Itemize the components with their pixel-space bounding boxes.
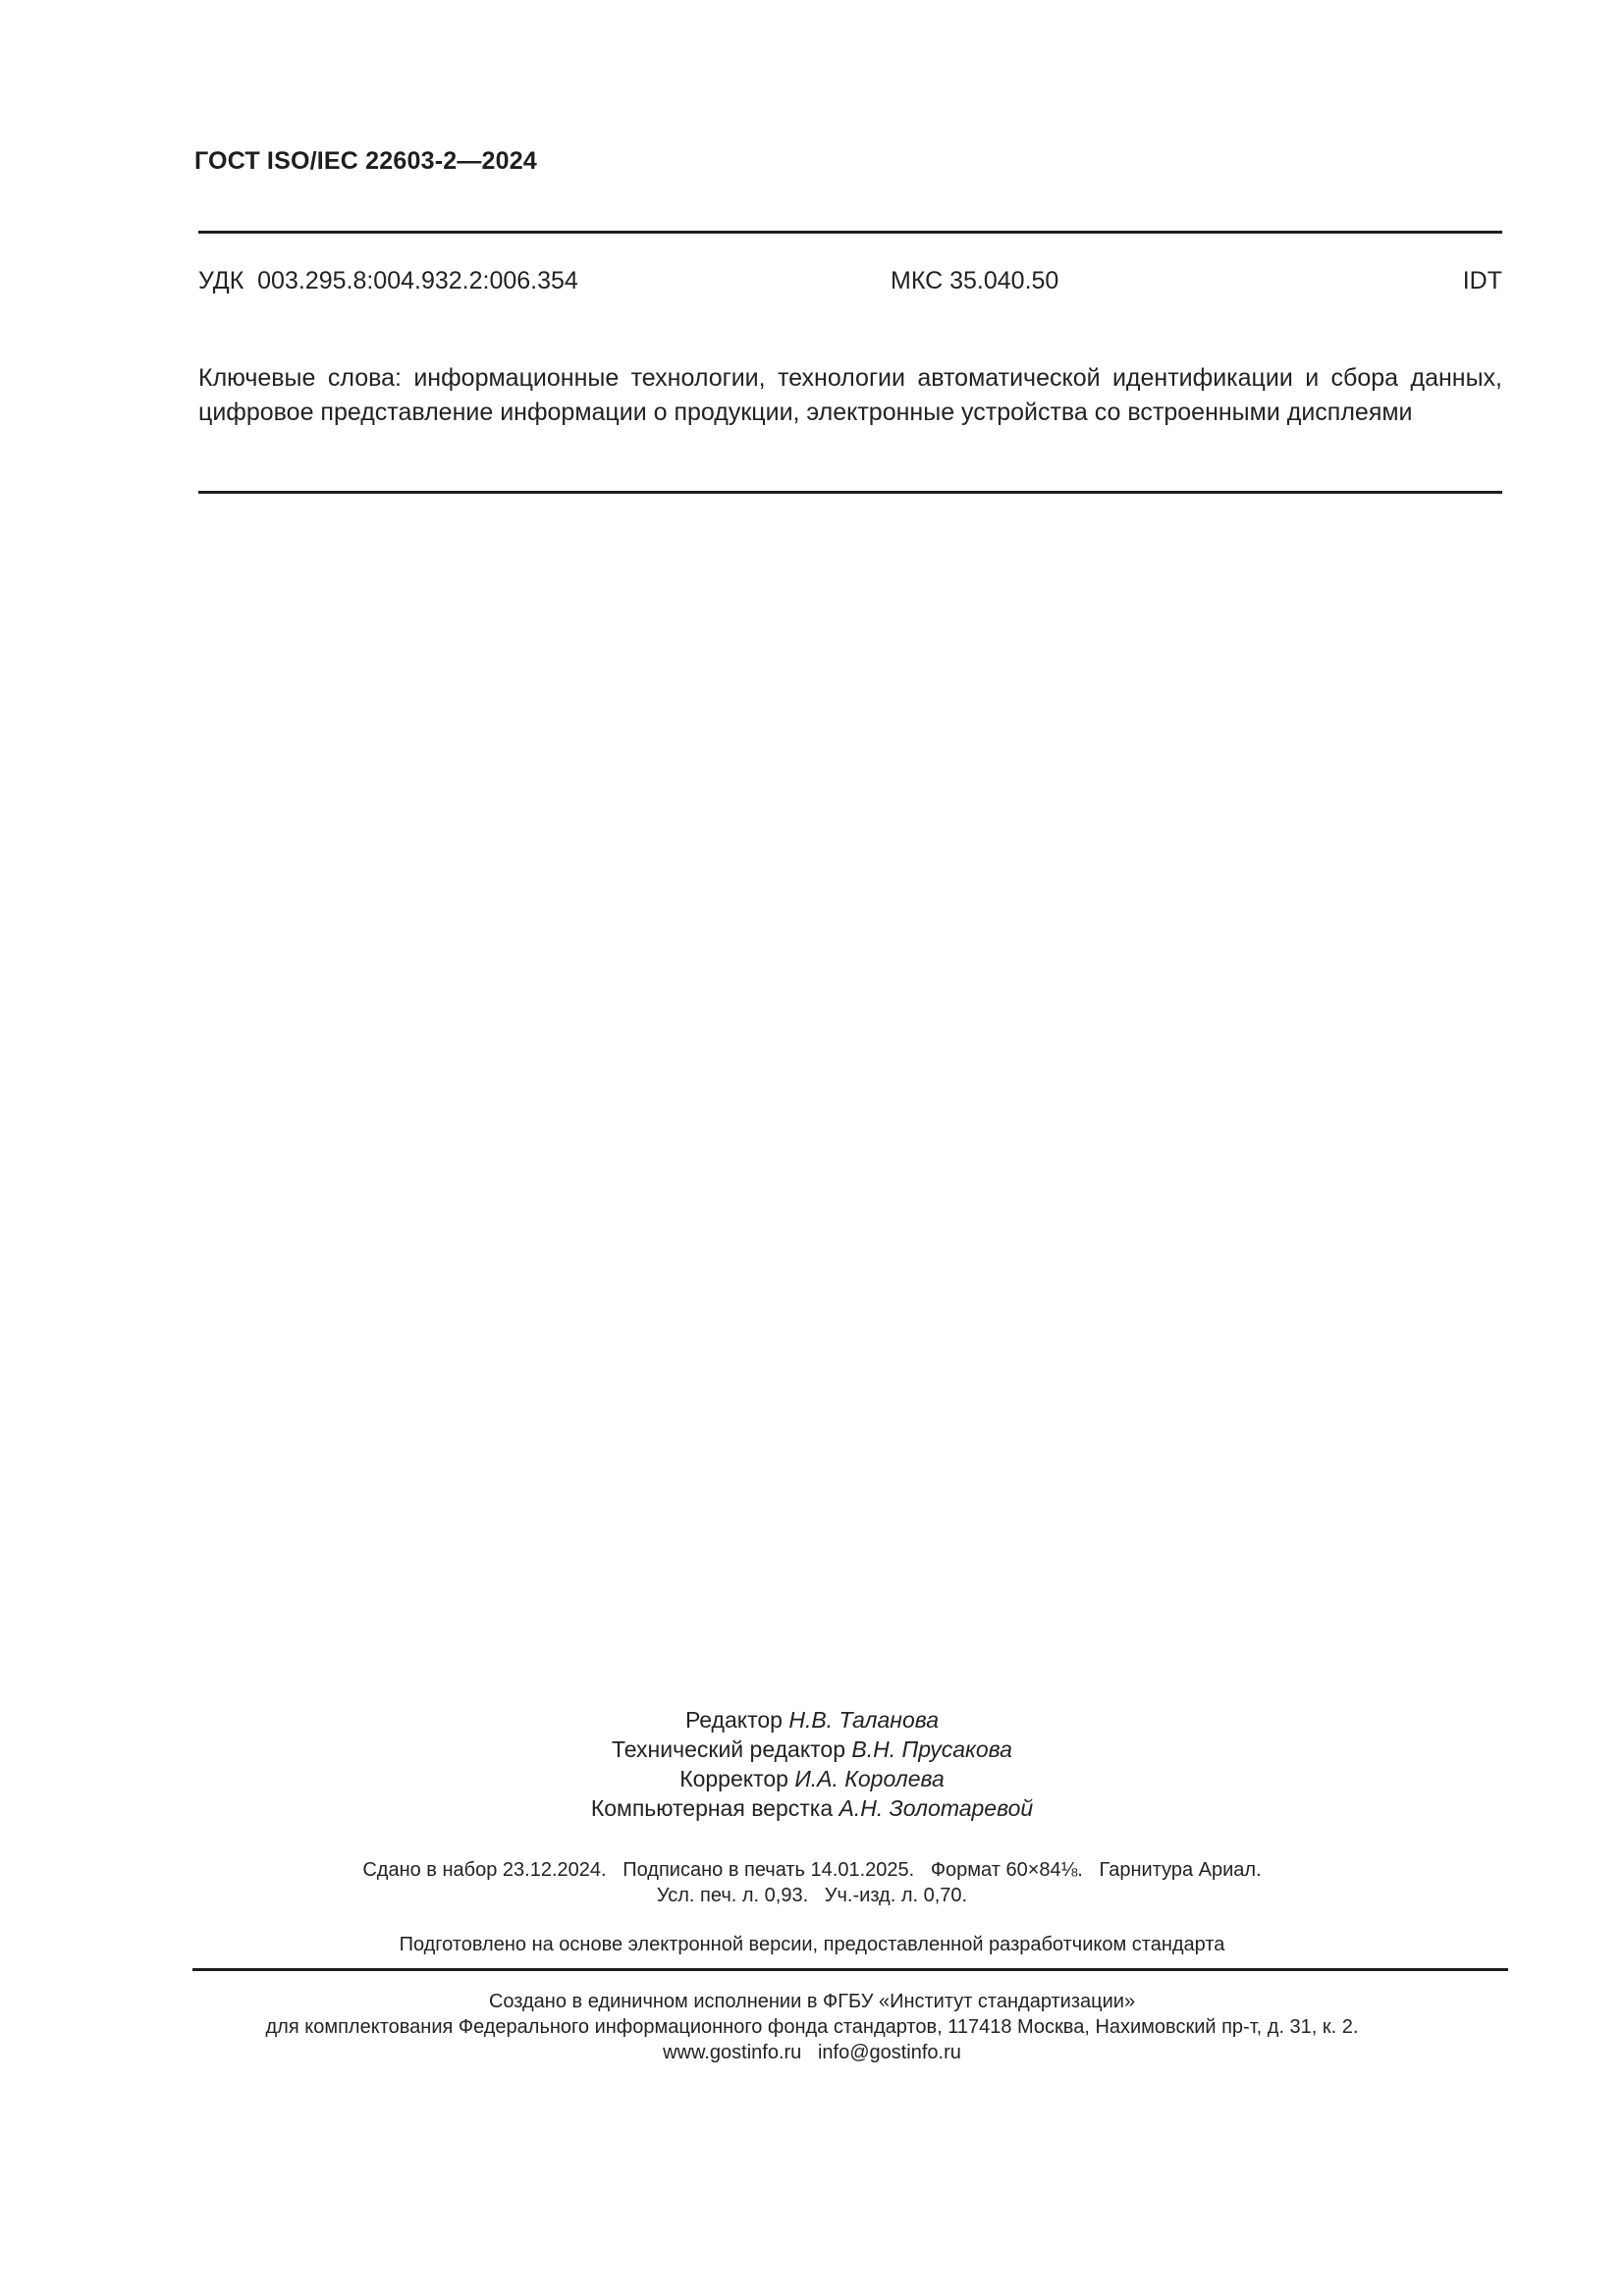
credit-technical-editor xyxy=(0,1735,1624,1764)
credit-person: И.А. Королева xyxy=(794,1766,945,1791)
imprint-block xyxy=(0,1857,1624,1908)
document-title: ГОСТ ISO/IEC 22603-2—2024 xyxy=(194,147,537,175)
website-link[interactable]: www.gostinfo.ru xyxy=(663,2042,802,2063)
credit-person: В.Н. Прусакова xyxy=(851,1736,1012,1762)
credit-person: Н.В. Таланова xyxy=(788,1707,940,1733)
udk-code: УДК 003.295.8:004.932.2:006.354 xyxy=(198,267,578,294)
credits-block xyxy=(0,1705,1624,1823)
credit-editor xyxy=(0,1705,1624,1735)
publisher-block xyxy=(0,1989,1624,2065)
email-link[interactable]: info@gostinfo.ru xyxy=(817,2042,961,2063)
imprint-dates-format: Сдано в набор 23.12.2024. Подписано в печать 14.01.2025. Формат 60×84⅛. Гарнитура Ариал. xyxy=(362,1859,1262,1881)
bottom-divider xyxy=(192,1968,1508,1971)
credit-person: А.Н. Золотаревой xyxy=(839,1795,1034,1821)
credit-role: Корректор xyxy=(679,1766,788,1791)
idt-label: IDT xyxy=(1462,267,1502,294)
mks-code: МКС 35.040.50 xyxy=(891,267,1059,294)
credit-layout xyxy=(0,1793,1624,1823)
imprint-sheets: Усл. печ. л. 0,93. Уч.-изд. л. 0,70. xyxy=(656,1885,968,1906)
credit-role: Технический редактор xyxy=(612,1736,846,1762)
credit-role: Редактор xyxy=(684,1707,783,1733)
credit-role: Компьютерная верстка xyxy=(590,1795,834,1821)
classification-row xyxy=(198,267,1502,298)
publisher-line-2: для комплектования Федерального информационного фонда стандартов, 117418 Москва, Нахимовский пр-т, д. 31, к. 2. xyxy=(265,2016,1359,2038)
publisher-line-1: Создано в единичном исполнении в ФГБУ «Институт стандартизации» xyxy=(488,1991,1136,2012)
prepared-note: Подготовлено на основе электронной версии, предоставленной разработчиком стандарта xyxy=(399,1934,1225,1955)
credit-proofreader xyxy=(0,1764,1624,1793)
keywords-divider xyxy=(198,491,1502,494)
keywords-paragraph: Ключевые слова: информационные технологии, технологии автоматической идентификации и сбора данных, цифровое представление информации о продукции, электронные устройства со встроенными дисплеями xyxy=(198,364,1502,426)
publisher-contacts xyxy=(0,2040,1624,2065)
top-divider xyxy=(198,231,1502,234)
